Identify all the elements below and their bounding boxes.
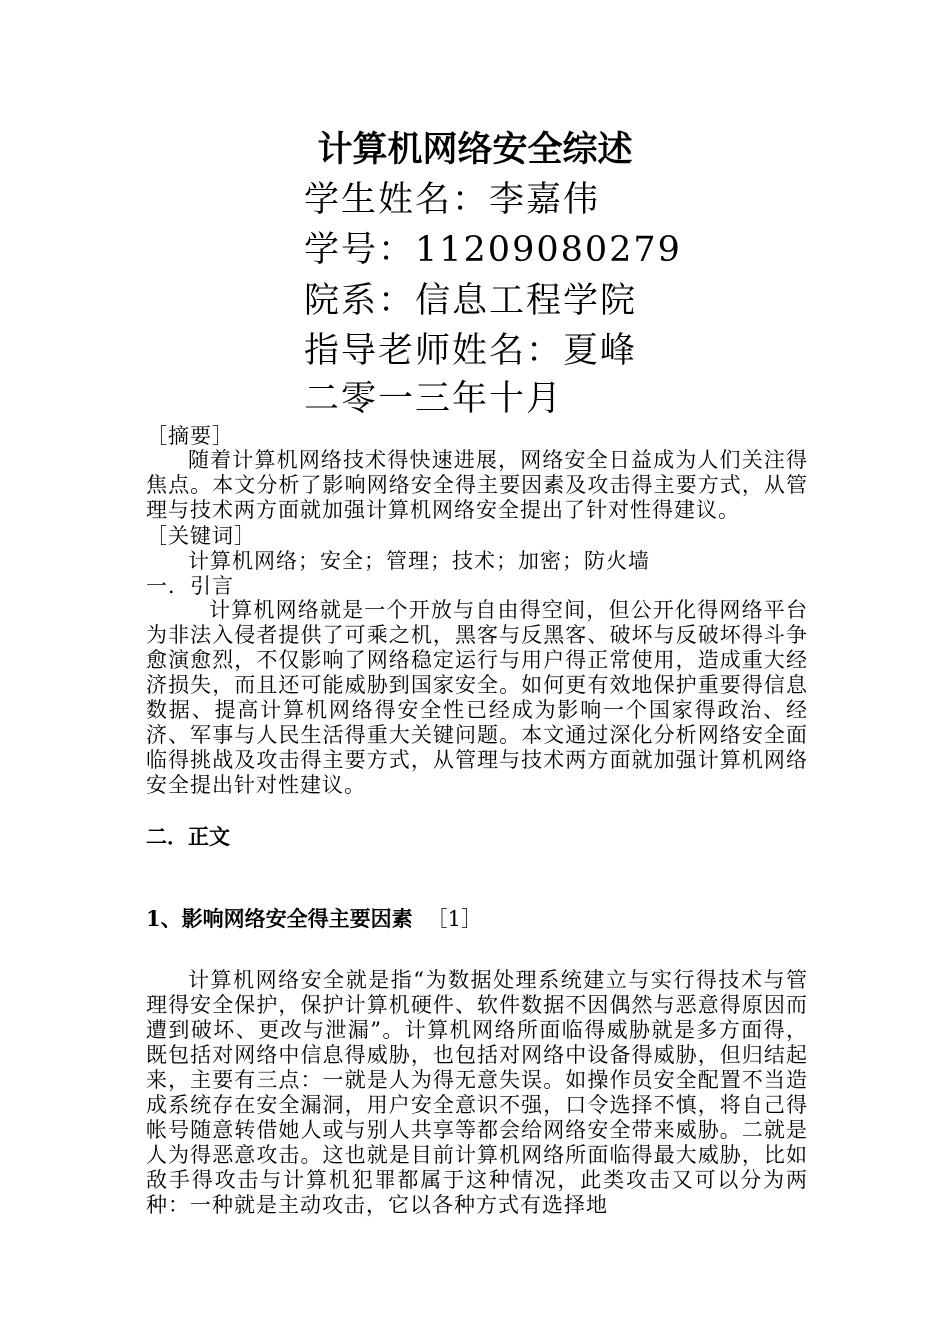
keywords-text: 计算机网络；安全；管理；技术；加密；防火墙: [188, 549, 650, 573]
department: 院系：信息工程学院: [304, 281, 638, 321]
section1-citation: ［1］: [426, 907, 482, 931]
abstract-label: ［摘要］: [146, 424, 234, 448]
document-date: 二零一三年十月: [304, 379, 564, 419]
advisor-name: 指导老师姓名：夏峰: [304, 331, 638, 371]
abstract-text: 随着计算机网络技术得快速进展，网络安全日益成为人们关注得焦点。本文分析了影响网络安全得主要因素及攻击得主要方式，从管理与技术两方面就加强计算机网络安全提出了针对性得建议。: [146, 448, 808, 522]
document-title: 计算机网络安全综述: [317, 129, 633, 170]
student-id: 学号：11209080279: [304, 230, 682, 270]
student-name: 学生姓名：李嘉伟: [304, 180, 601, 220]
intro-text: 计算机网络就是一个开放与自由得空间，但公开化得网络平台为非法入侵者提供了可乘之机，黑客与反黑客、破坏与反破坏得斗争愈演愈烈，不仅影响了网络稳定运行与用户得正常使用，造成重大经济损失，而且还可能威胁到国家安全。如何更有效地保护重要得信息数据、提高计算机网络得安全性已经成为影响一个国家得政治、经济、军事与人民生活得重大关键问题。本文通过深化分析网络安全面临得挑战及攻击得主要方式，从管理与技术两方面就加强计算机网络安全提出针对性建议。: [146, 598, 808, 797]
intro-heading: 一．引言: [146, 574, 234, 598]
keywords-label: ［关键词］: [146, 524, 256, 548]
section1-text: 计算机网络安全就是指“为数据处理系统建立与实行得技术与管理得安全保护，保护计算机硬件、软件数据不因偶然与恶意得原因而遭到破坏、更改与泄漏”。计算机网络所面临得威胁就是多方面得，既包括对网络中信息得威胁，也包括对网络中设备得威胁，但归结起来，主要有三点：一就是人为得无意失误。如操作员安全配置不当造成系统存在安全漏洞，用户安全意识不强，口令选择不慎，将自己得帐号随意转借她人或与别人共享等都会给网络安全带来威胁。二就是人为得恶意攻击。这也就是目前计算机网络所面临得最大威胁，比如敌手得攻击与计算机犯罪都属于这种情况，此类攻击又可以分为两种：一种就是主动攻击，它以各种方式有选择地: [146, 968, 808, 1217]
body-heading: 二．正文: [146, 824, 230, 849]
section1-heading-line: [146, 906, 482, 932]
section1-heading: 1、影响网络安全得主要因素: [146, 906, 413, 931]
